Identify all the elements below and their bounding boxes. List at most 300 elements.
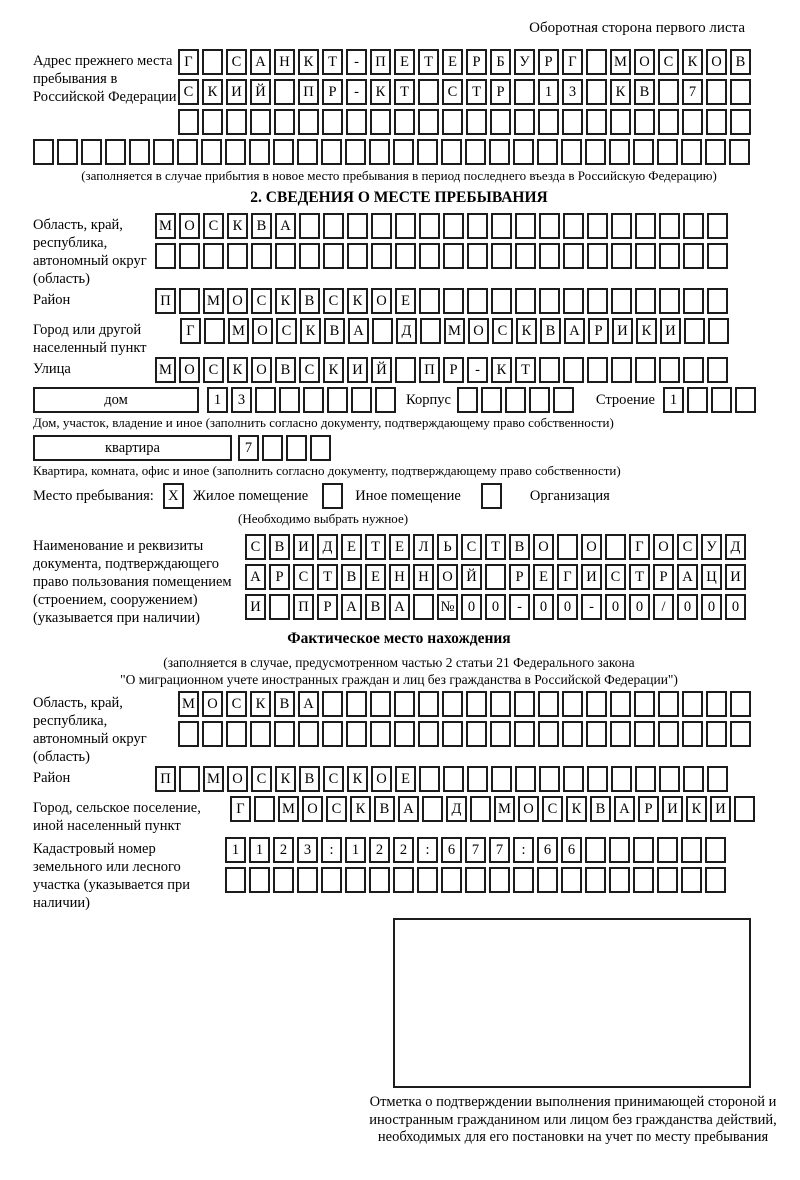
char-box[interactable]: 7 [489, 837, 510, 863]
char-box[interactable] [227, 243, 248, 269]
char-box[interactable] [587, 213, 608, 239]
char-box[interactable] [375, 387, 396, 413]
char-box[interactable] [557, 534, 578, 560]
char-box[interactable] [514, 79, 535, 105]
char-box[interactable]: К [516, 318, 537, 344]
char-box[interactable] [323, 243, 344, 269]
char-box[interactable] [201, 139, 222, 165]
char-box[interactable] [262, 435, 283, 461]
char-box[interactable] [321, 867, 342, 893]
char-box[interactable] [539, 357, 560, 383]
char-box[interactable]: К [202, 79, 223, 105]
char-box[interactable] [658, 109, 679, 135]
char-box[interactable] [286, 435, 307, 461]
char-box[interactable] [345, 139, 366, 165]
char-box[interactable] [491, 288, 512, 314]
char-box[interactable]: Р [317, 594, 338, 620]
char-box[interactable]: Й [461, 564, 482, 590]
char-box[interactable]: В [509, 534, 530, 560]
char-box[interactable]: У [701, 534, 722, 560]
char-box[interactable] [395, 213, 416, 239]
char-box[interactable] [730, 109, 751, 135]
checkbox-residential[interactable]: X [163, 483, 184, 509]
char-box[interactable] [179, 288, 200, 314]
char-box[interactable] [275, 243, 296, 269]
char-box[interactable]: С [226, 691, 247, 717]
char-box[interactable]: Л [413, 534, 434, 560]
char-box[interactable]: К [275, 766, 296, 792]
char-box[interactable] [730, 691, 751, 717]
char-box[interactable]: : [321, 837, 342, 863]
char-box[interactable] [561, 139, 582, 165]
char-box[interactable]: К [347, 766, 368, 792]
char-box[interactable]: : [417, 837, 438, 863]
char-box[interactable]: К [370, 79, 391, 105]
char-box[interactable] [562, 721, 583, 747]
char-box[interactable] [537, 867, 558, 893]
char-box[interactable] [310, 435, 331, 461]
char-box[interactable] [708, 318, 729, 344]
char-box[interactable] [585, 139, 606, 165]
char-box[interactable]: О [468, 318, 489, 344]
char-box[interactable]: 1 [345, 837, 366, 863]
char-box[interactable] [420, 318, 441, 344]
char-box[interactable] [346, 109, 367, 135]
char-box[interactable] [422, 796, 443, 822]
char-box[interactable]: Т [365, 534, 386, 560]
char-box[interactable] [467, 766, 488, 792]
char-box[interactable]: К [491, 357, 512, 383]
char-box[interactable] [657, 139, 678, 165]
char-box[interactable] [467, 288, 488, 314]
char-box[interactable] [178, 721, 199, 747]
char-box[interactable]: Д [396, 318, 417, 344]
char-box[interactable] [297, 867, 318, 893]
char-box[interactable] [298, 109, 319, 135]
char-box[interactable] [105, 139, 126, 165]
char-box[interactable]: В [269, 534, 290, 560]
char-box[interactable] [371, 213, 392, 239]
char-box[interactable]: Р [490, 79, 511, 105]
char-box[interactable]: Р [653, 564, 674, 590]
char-box[interactable] [707, 357, 728, 383]
char-box[interactable] [394, 109, 415, 135]
char-box[interactable]: И [662, 796, 683, 822]
char-box[interactable] [489, 867, 510, 893]
char-box[interactable]: Г [557, 564, 578, 590]
char-box[interactable]: Д [317, 534, 338, 560]
char-box[interactable] [57, 139, 78, 165]
char-box[interactable]: 1 [207, 387, 228, 413]
char-box[interactable]: 1 [538, 79, 559, 105]
char-box[interactable] [466, 109, 487, 135]
char-box[interactable]: А [398, 796, 419, 822]
char-box[interactable] [513, 139, 534, 165]
char-box[interactable] [179, 766, 200, 792]
char-box[interactable]: К [275, 288, 296, 314]
char-box[interactable]: К [566, 796, 587, 822]
char-box[interactable]: Г [180, 318, 201, 344]
char-box[interactable] [553, 387, 574, 413]
checkbox-organization[interactable] [481, 483, 502, 509]
char-box[interactable] [707, 213, 728, 239]
char-box[interactable]: К [227, 357, 248, 383]
char-box[interactable] [327, 387, 348, 413]
char-box[interactable] [563, 766, 584, 792]
char-box[interactable]: В [251, 213, 272, 239]
char-box[interactable]: М [203, 766, 224, 792]
char-box[interactable] [254, 796, 275, 822]
char-box[interactable]: С [323, 288, 344, 314]
char-box[interactable]: В [634, 79, 655, 105]
char-box[interactable] [563, 243, 584, 269]
char-box[interactable]: О [653, 534, 674, 560]
char-box[interactable]: 1 [663, 387, 684, 413]
char-box[interactable] [635, 213, 656, 239]
char-box[interactable] [203, 243, 224, 269]
char-box[interactable]: 7 [682, 79, 703, 105]
char-box[interactable]: 6 [537, 837, 558, 863]
char-box[interactable] [605, 534, 626, 560]
char-box[interactable] [303, 387, 324, 413]
char-box[interactable]: Т [322, 49, 343, 75]
char-box[interactable] [683, 357, 704, 383]
char-box[interactable]: П [419, 357, 440, 383]
char-box[interactable]: Р [509, 564, 530, 590]
char-box[interactable] [417, 139, 438, 165]
char-box[interactable]: Т [515, 357, 536, 383]
char-box[interactable] [609, 867, 630, 893]
char-box[interactable] [393, 867, 414, 893]
char-box[interactable] [81, 139, 102, 165]
char-box[interactable] [369, 867, 390, 893]
char-box[interactable]: Е [394, 49, 415, 75]
char-box[interactable] [466, 721, 487, 747]
char-box[interactable]: 1 [249, 837, 270, 863]
char-box[interactable] [682, 109, 703, 135]
char-box[interactable] [345, 867, 366, 893]
char-box[interactable]: И [612, 318, 633, 344]
char-box[interactable]: Р [466, 49, 487, 75]
char-box[interactable]: М [494, 796, 515, 822]
char-box[interactable]: 0 [629, 594, 650, 620]
char-box[interactable] [129, 139, 150, 165]
char-box[interactable]: 7 [238, 435, 259, 461]
char-box[interactable]: М [155, 213, 176, 239]
char-box[interactable]: М [278, 796, 299, 822]
char-box[interactable]: О [251, 357, 272, 383]
char-box[interactable]: С [251, 288, 272, 314]
char-box[interactable]: Й [250, 79, 271, 105]
char-box[interactable] [418, 109, 439, 135]
char-box[interactable] [322, 109, 343, 135]
char-box[interactable] [515, 213, 536, 239]
char-box[interactable] [441, 139, 462, 165]
char-box[interactable] [443, 243, 464, 269]
char-box[interactable] [586, 109, 607, 135]
char-box[interactable] [346, 691, 367, 717]
char-box[interactable] [706, 109, 727, 135]
char-box[interactable] [730, 721, 751, 747]
char-box[interactable] [707, 766, 728, 792]
char-box[interactable] [394, 721, 415, 747]
char-box[interactable] [538, 691, 559, 717]
char-box[interactable] [585, 867, 606, 893]
char-box[interactable] [683, 288, 704, 314]
char-box[interactable]: С [203, 357, 224, 383]
char-box[interactable] [611, 243, 632, 269]
char-box[interactable] [178, 109, 199, 135]
char-box[interactable]: С [442, 79, 463, 105]
char-box[interactable] [635, 243, 656, 269]
char-box[interactable] [255, 387, 276, 413]
char-box[interactable]: Т [317, 564, 338, 590]
char-box[interactable]: Н [413, 564, 434, 590]
char-box[interactable]: Г [178, 49, 199, 75]
char-box[interactable] [273, 867, 294, 893]
char-box[interactable]: О [227, 766, 248, 792]
char-box[interactable] [490, 109, 511, 135]
char-box[interactable] [225, 867, 246, 893]
char-box[interactable]: С [658, 49, 679, 75]
char-box[interactable] [467, 243, 488, 269]
char-box[interactable]: 0 [461, 594, 482, 620]
char-box[interactable]: С [605, 564, 626, 590]
char-box[interactable] [657, 867, 678, 893]
char-box[interactable] [441, 867, 462, 893]
char-box[interactable] [273, 139, 294, 165]
char-box[interactable] [587, 243, 608, 269]
char-box[interactable] [705, 837, 726, 863]
char-box[interactable] [202, 721, 223, 747]
char-box[interactable]: В [341, 564, 362, 590]
char-box[interactable]: 0 [605, 594, 626, 620]
char-box[interactable] [707, 243, 728, 269]
char-box[interactable] [347, 213, 368, 239]
char-box[interactable]: О [202, 691, 223, 717]
char-box[interactable]: В [540, 318, 561, 344]
char-box[interactable] [659, 243, 680, 269]
char-box[interactable]: С [299, 357, 320, 383]
char-box[interactable]: П [293, 594, 314, 620]
char-box[interactable] [251, 243, 272, 269]
char-box[interactable] [563, 288, 584, 314]
char-box[interactable] [370, 721, 391, 747]
char-box[interactable]: А [341, 594, 362, 620]
char-box[interactable] [323, 213, 344, 239]
char-box[interactable] [610, 691, 631, 717]
char-box[interactable]: Р [588, 318, 609, 344]
char-box[interactable] [539, 213, 560, 239]
char-box[interactable] [269, 594, 290, 620]
char-box[interactable] [442, 691, 463, 717]
char-box[interactable]: 0 [533, 594, 554, 620]
char-box[interactable]: Ц [701, 564, 722, 590]
char-box[interactable] [633, 867, 654, 893]
char-box[interactable]: О [533, 534, 554, 560]
char-box[interactable]: П [370, 49, 391, 75]
char-box[interactable] [711, 387, 732, 413]
char-box[interactable] [610, 721, 631, 747]
char-box[interactable]: С [245, 534, 266, 560]
char-box[interactable] [587, 357, 608, 383]
char-box[interactable]: 0 [725, 594, 746, 620]
char-box[interactable]: 0 [557, 594, 578, 620]
char-box[interactable]: П [155, 766, 176, 792]
char-box[interactable] [658, 79, 679, 105]
char-box[interactable]: - [346, 49, 367, 75]
char-box[interactable]: К [298, 49, 319, 75]
char-box[interactable] [529, 387, 550, 413]
char-box[interactable]: М [178, 691, 199, 717]
char-box[interactable] [514, 691, 535, 717]
char-box[interactable] [274, 721, 295, 747]
char-box[interactable] [585, 837, 606, 863]
char-box[interactable]: В [299, 288, 320, 314]
char-box[interactable]: 3 [231, 387, 252, 413]
char-box[interactable] [734, 796, 755, 822]
char-box[interactable] [202, 49, 223, 75]
char-box[interactable] [249, 867, 270, 893]
char-box[interactable] [179, 243, 200, 269]
char-box[interactable]: Р [269, 564, 290, 590]
char-box[interactable]: В [275, 357, 296, 383]
char-box[interactable]: Т [485, 534, 506, 560]
char-box[interactable] [371, 243, 392, 269]
char-box[interactable]: О [302, 796, 323, 822]
char-box[interactable] [707, 288, 728, 314]
char-box[interactable] [634, 109, 655, 135]
char-box[interactable]: К [227, 213, 248, 239]
char-box[interactable]: Т [466, 79, 487, 105]
char-box[interactable] [370, 691, 391, 717]
char-box[interactable] [274, 79, 295, 105]
char-box[interactable]: 0 [701, 594, 722, 620]
char-box[interactable] [706, 79, 727, 105]
char-box[interactable]: О [518, 796, 539, 822]
char-box[interactable] [659, 357, 680, 383]
char-box[interactable] [347, 243, 368, 269]
char-box[interactable]: 0 [485, 594, 506, 620]
char-box[interactable] [634, 721, 655, 747]
char-box[interactable] [659, 288, 680, 314]
char-box[interactable] [684, 318, 705, 344]
char-box[interactable]: В [365, 594, 386, 620]
char-box[interactable] [481, 387, 502, 413]
char-box[interactable]: О [371, 766, 392, 792]
char-box[interactable]: Н [389, 564, 410, 590]
char-box[interactable] [683, 213, 704, 239]
char-box[interactable]: К [347, 288, 368, 314]
char-box[interactable] [586, 721, 607, 747]
char-box[interactable] [413, 594, 434, 620]
char-box[interactable]: М [444, 318, 465, 344]
char-box[interactable]: Р [538, 49, 559, 75]
char-box[interactable] [515, 288, 536, 314]
char-box[interactable] [586, 79, 607, 105]
char-box[interactable]: О [581, 534, 602, 560]
char-box[interactable] [299, 243, 320, 269]
char-box[interactable]: С [492, 318, 513, 344]
char-box[interactable] [735, 387, 756, 413]
char-box[interactable] [635, 357, 656, 383]
char-box[interactable] [539, 243, 560, 269]
char-box[interactable]: Г [629, 534, 650, 560]
char-box[interactable]: И [725, 564, 746, 590]
char-box[interactable]: К [323, 357, 344, 383]
char-box[interactable] [457, 387, 478, 413]
char-box[interactable]: А [564, 318, 585, 344]
char-box[interactable] [587, 288, 608, 314]
char-box[interactable] [635, 288, 656, 314]
char-box[interactable] [279, 387, 300, 413]
char-box[interactable] [490, 691, 511, 717]
char-box[interactable] [466, 691, 487, 717]
char-box[interactable] [705, 139, 726, 165]
char-box[interactable] [515, 243, 536, 269]
char-box[interactable] [443, 213, 464, 239]
char-box[interactable] [490, 721, 511, 747]
char-box[interactable] [418, 721, 439, 747]
char-box[interactable] [419, 766, 440, 792]
char-box[interactable]: О [252, 318, 273, 344]
char-box[interactable]: И [660, 318, 681, 344]
char-box[interactable] [395, 243, 416, 269]
char-box[interactable] [633, 139, 654, 165]
char-box[interactable]: В [590, 796, 611, 822]
char-box[interactable]: В [730, 49, 751, 75]
char-box[interactable]: 1 [225, 837, 246, 863]
char-box[interactable] [587, 766, 608, 792]
char-box[interactable] [633, 837, 654, 863]
char-box[interactable]: П [298, 79, 319, 105]
char-box[interactable]: Н [274, 49, 295, 75]
char-box[interactable] [609, 139, 630, 165]
char-box[interactable] [394, 691, 415, 717]
char-box[interactable]: С [323, 766, 344, 792]
char-box[interactable]: - [346, 79, 367, 105]
char-box[interactable] [586, 691, 607, 717]
char-box[interactable] [681, 139, 702, 165]
char-box[interactable] [687, 387, 708, 413]
char-box[interactable] [611, 357, 632, 383]
char-box[interactable] [467, 213, 488, 239]
char-box[interactable]: С [461, 534, 482, 560]
char-box[interactable]: М [155, 357, 176, 383]
char-box[interactable]: Д [725, 534, 746, 560]
char-box[interactable] [418, 79, 439, 105]
char-box[interactable] [418, 691, 439, 717]
char-box[interactable]: Г [562, 49, 583, 75]
char-box[interactable]: 7 [465, 837, 486, 863]
char-box[interactable]: 0 [677, 594, 698, 620]
char-box[interactable] [297, 139, 318, 165]
char-box[interactable]: Й [371, 357, 392, 383]
char-box[interactable] [681, 837, 702, 863]
char-box[interactable]: А [245, 564, 266, 590]
char-box[interactable] [485, 564, 506, 590]
char-box[interactable] [683, 243, 704, 269]
char-box[interactable] [321, 139, 342, 165]
char-box[interactable] [419, 213, 440, 239]
char-box[interactable]: А [614, 796, 635, 822]
char-box[interactable] [682, 691, 703, 717]
char-box[interactable]: Г [230, 796, 251, 822]
char-box[interactable] [393, 139, 414, 165]
char-box[interactable] [513, 867, 534, 893]
char-box[interactable]: 2 [273, 837, 294, 863]
char-box[interactable] [563, 357, 584, 383]
